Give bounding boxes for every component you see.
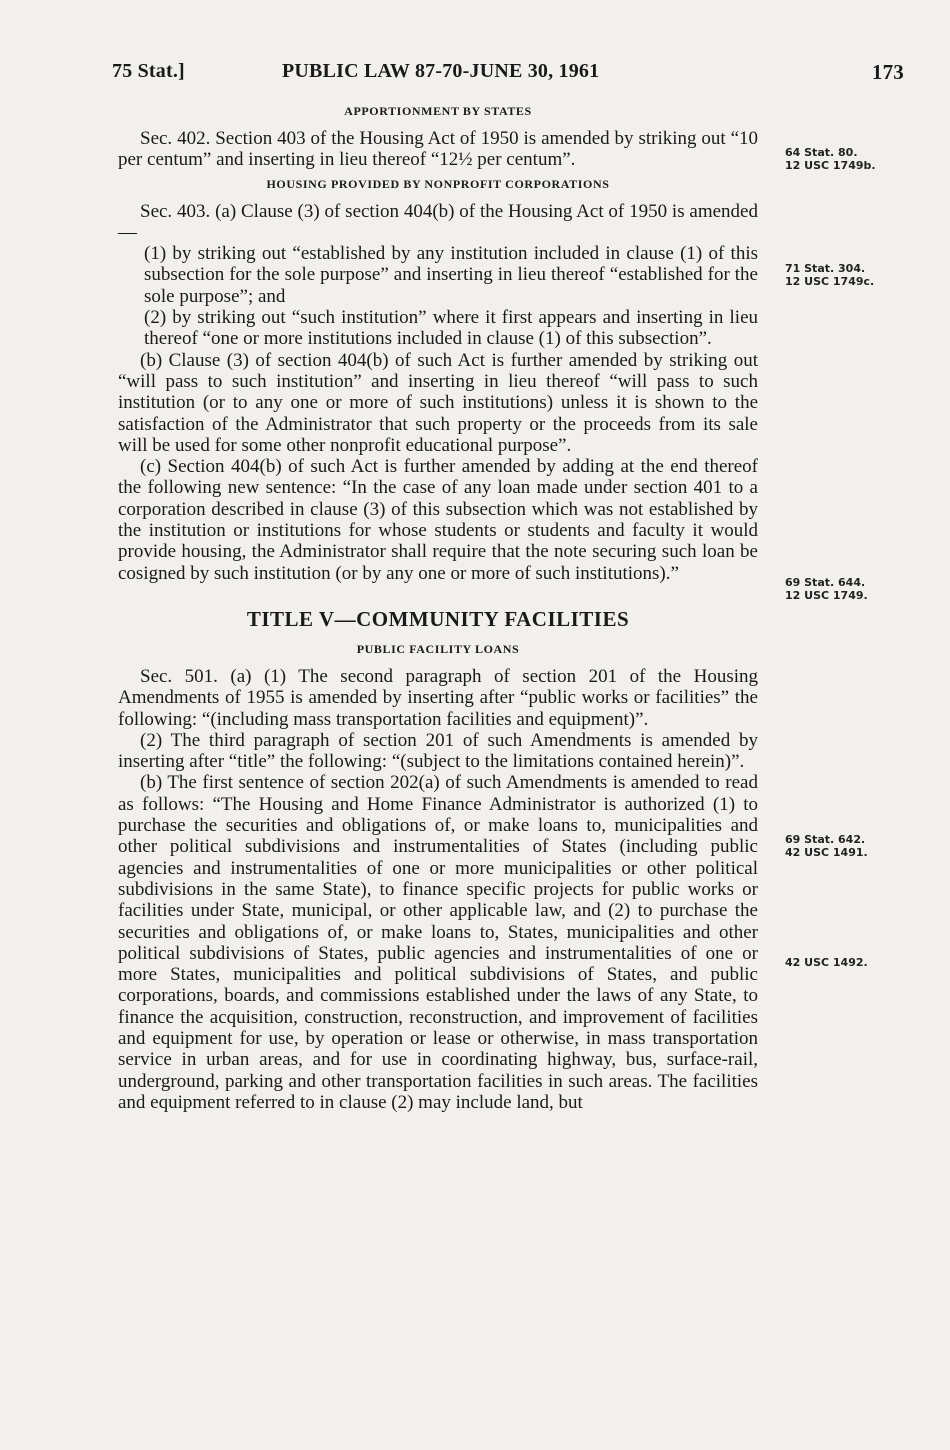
heading-apportionment: APPORTIONMENT BY STATES [344,104,532,118]
citation-line: 69 Stat. 644. [785,576,866,589]
margin-citation [785,833,868,859]
running-header: PUBLIC LAW 87-70-JUNE 30, 1961 [282,60,600,82]
margin-citation [785,262,874,288]
citation-line: 42 USC 1491. [785,846,868,859]
volume-reference: 75 Stat.] [112,60,185,82]
title-v-heading: TITLE V—COMMUNITY FACILITIES [246,606,630,631]
margin-citation [785,146,876,172]
section-403-a: Sec. 403. (a) Clause (3) of section 404(b) of the Housing Act of 1950 is amended— [118,200,758,243]
margin-citation [785,956,868,969]
citation-line: 42 USC 1492. [785,956,868,969]
section-403-a-1: (1) by striking out “established by any institution included in clause (1) of this subsection for the sole purpose” and inserting in lieu thereof “established for the sole purpose”; and [144,243,758,307]
body-text [118,100,758,1113]
section-403-c: (c) Section 404(b) of such Act is further amended by adding at the end thereof the following new sentence: “In the case of any loan made under section 401 to a corporation described in clause (3) of this subsection which was not established by the institution or institutions for whose students or students and faculty it would provide housing, the Administrator shall require that the note securing such loan be cosigned by such institution (or by any one or more of such institutions).” [118,456,758,584]
margin-citation [785,576,868,602]
section-402: Sec. 402. Section 403 of the Housing Act of 1950 is amended by striking out “10 per centum” and inserting in lieu thereof “12½ per centum”. [118,128,758,171]
section-403-a-2: (2) by striking out “such institution” where it first appears and inserting in lieu thereof “one or more institutions included in clause (1) of this subsection”. [144,307,758,350]
citation-line: 12 USC 1749. [785,589,868,602]
citation-line: 64 Stat. 80. [785,146,858,159]
heading-nonprofit-housing: HOUSING PROVIDED BY NONPROFIT CORPORATIONS [266,176,610,191]
page-number: 173 [871,60,904,84]
citation-line: 12 USC 1749c. [785,275,875,288]
section-501-a-2: (2) The third paragraph of section 201 of such Amendments is amended by inserting after “title” the following: “(subject to the limitations contained herein)”. [118,729,758,773]
section-501-a-1: Sec. 501. (a) (1) The second paragraph of section 201 of the Housing Amendments of 1955 is amended by inserting after “public works or facilities” the following: “(including mass transportation facilities and equipment)”. [118,665,758,730]
section-403-b: (b) Clause (3) of section 404(b) of such Act is further amended by striking out “will pass to such institution” and inserting in lieu thereof “will pass to such institution (or to any one or more of such institutions) unless it is shown to the satisfaction of the Administrator that such property or the proceeds from its sale will be used for some other nonprofit educational purpose”. [118,349,758,456]
section-501-b: (b) The first sentence of section 202(a) of such Amendments is amended to read as follows: “The Housing and Home Finance Administrator is authorized (1) to purchase the securities and obligations of, or make loans to, municipalities and other political subdivisions and instrumentalities of States (including public agencies and instrumentalities of one or more municipalities or other political subdivisions in the same State), to finance specific projects for public works or facilities under State, municipal, or other applicable law, and (2) to purchase the securities and obligations of, or make loans to, States, municipalities and other political subdivisions of States, public agencies and instrumentalities of one or more States, municipalities and political subdivisions of States, and public corporations, boards, and commissions established under the laws of any State, to finance the acquisition, construction, reconstruction, and improvement of facilities and equipment for use, by operation or lease or otherwise, in mass transportation service in urban areas, and for use in coordinating highway, bus, surface-rail, underground, parking and other transportation facilities in such areas. The facilities and equipment referred to in clause (2) may include land, but [118,772,758,1113]
citation-line: 69 Stat. 642. [785,833,866,846]
citation-line: 12 USC 1749b. [785,159,876,172]
citation-line: 71 Stat. 304. [785,262,866,275]
heading-public-facility-loans: PUBLIC FACILITY LOANS [356,641,520,656]
